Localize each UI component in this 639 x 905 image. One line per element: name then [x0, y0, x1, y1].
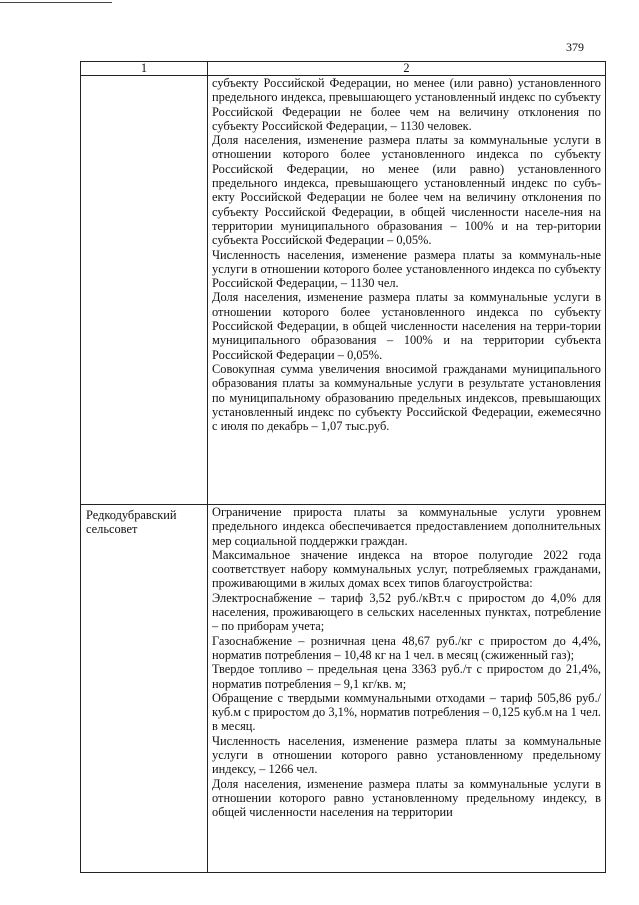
- region-name: [85, 76, 203, 79]
- paragraph: Обращение с твердыми коммунальными отходами – тариф 505,86 руб./куб.м с приростом до 3,1%, норматив потребления – 0,125 куб.м на 1 чел. в месяц.: [212, 690, 601, 734]
- paragraph: Доля населения, изменение размера платы за коммунальные услуги в отношении которого более установленного индекса по субъекту Российской Федерации, но менее (или равно) установленного предельного индекса, превышающего установленный индекс по субъ-екту Российской Федерации не более чем на величину отклонения по субъекту Российской Федерации, в общей численности населе-ния на территории муниципального образования – 100% и на тер-ритории субъекта Российской Федерации – 0,05%.: [212, 133, 601, 248]
- paragraph: Численность населения, изменение размера платы за коммунальные услуги в отношении которого равно установленному предельному индексу, – 1266 чел.: [212, 733, 601, 777]
- paragraph: Совокупная сумма увеличения вносимой гражданами муниципального образования платы за коммунальные услуги в результате установления по муниципальному образованию предельных индексов, превышающих установленный индекс по субъекту Российской Федерации, ежемесячно с июля по декабрь – 1,07 тыс.руб.: [212, 361, 601, 434]
- paragraph: Максимальное значение индекса на второе полугодие 2022 года соответствует набору коммунальных услуг, потребляемых гражданами, проживающими в жилых домах всех типов благоустройства:: [212, 547, 601, 591]
- description-cell: [208, 505, 606, 873]
- column-header-2: 2: [208, 62, 606, 76]
- region-cell: [81, 505, 208, 873]
- region-cell: [81, 76, 208, 505]
- document-table: [80, 61, 606, 873]
- paragraph: Доля населения, изменение размера платы за коммунальные услуги в отношении которого более установленного индекса по субъекту Российской Федерации, в общей численности населения на терри-тории муниципального образования – 100% и на территории субъекта Российской Федерации – 0,05%.: [212, 290, 601, 362]
- description-cell: [208, 76, 606, 505]
- paragraph: Ограничение прироста платы за коммунальные услуги уровнем предельного индекса обеспечивается предоставлением дополнительных мер социальной поддержки граждан.: [212, 505, 601, 548]
- column-header-1: 1: [81, 62, 208, 76]
- paragraph: Твердое топливо – предельная цена 3363 руб./т с приростом до 21,4%, норматив потребления – 9,1 кг/кв. м;: [212, 662, 601, 691]
- paragraph: Электроснабжение – тариф 3,52 руб./кВт.ч с приростом до 4,0% для населения, проживающего в сельских населенных пунктах, потребление – по приборам учета;: [212, 590, 601, 634]
- paragraph: Газоснабжение – розничная цена 48,67 руб./кг с приростом до 4,4%, норматив потребления – 10,48 кг на 1 чел. в месяц (сжиженный газ);: [212, 633, 601, 662]
- paragraph: Доля населения, изменение размера платы за коммунальные услуги в отношении которого равно установленному предельному индексу, в общей численности населения на территории: [212, 776, 601, 820]
- table-row: [81, 76, 606, 505]
- paragraph: Численность населения, изменение размера платы за коммуналь-ные услуги в отношении которого более установленного индекса по субъекту Российской Федерации, – 1130 чел.: [212, 247, 601, 291]
- region-name: Редкодубравский сельсовет: [86, 508, 177, 537]
- page-number: 379: [566, 40, 584, 54]
- table-header-row: [81, 62, 606, 76]
- top-rule: [0, 2, 112, 3]
- table-row: [81, 505, 606, 873]
- paragraph: субъекту Российской Федерации, но менее (или равно) установленного предельного индекса, превышающего установленный индекс по субъекту Российской Федерации не более чем на величину отклонения по субъекту Российской Федерации, – 1130 человек.: [212, 76, 601, 133]
